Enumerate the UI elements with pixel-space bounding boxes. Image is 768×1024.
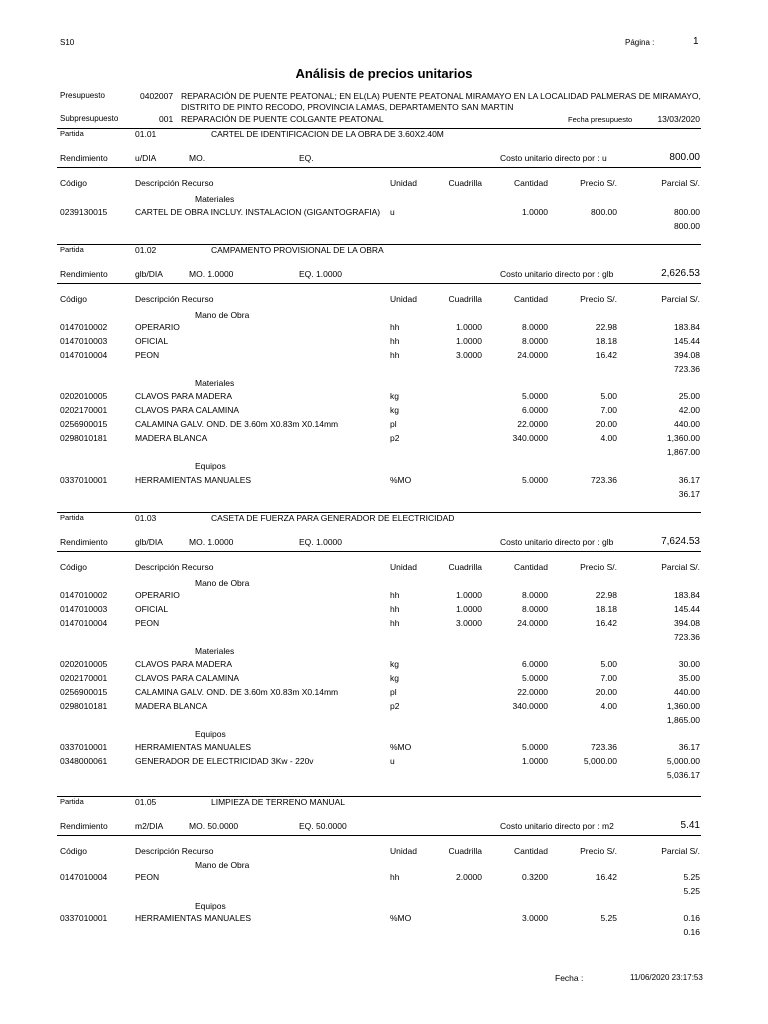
col-unidad-header: Unidad <box>390 294 417 304</box>
col-codigo-header: Código <box>60 562 87 572</box>
resource-cantidad: 8.0000 <box>522 604 548 614</box>
resource-row <box>0 618 768 630</box>
partida-name: CARTEL DE IDENTIFICACION DE LA OBRA DE 3.60X2.40M <box>211 129 444 139</box>
resource-code: 0147010003 <box>60 604 108 614</box>
resource-cantidad: 24.0000 <box>517 618 548 628</box>
col-cantidad-header: Cantidad <box>513 294 548 304</box>
resource-cuadrilla: 3.0000 <box>456 618 482 628</box>
resource-row <box>0 433 768 445</box>
resource-description: CARTEL DE OBRA INCLUY. INSTALACION (GIGANTOGRAFIA) <box>135 207 381 217</box>
rendimiento-unit: u/DIA <box>135 153 157 163</box>
col-unidad-header: Unidad <box>390 846 417 856</box>
resource-unit: %MO <box>390 742 412 752</box>
resource-cantidad: 24.0000 <box>517 350 548 360</box>
resource-parcial: 183.84 <box>674 590 700 600</box>
resource-cantidad: 340.0000 <box>512 701 548 711</box>
resource-row <box>0 590 768 602</box>
resource-unit: %MO <box>390 913 412 923</box>
resource-cantidad: 5.0000 <box>522 475 548 485</box>
resource-code: 0256900015 <box>60 687 108 697</box>
resource-cuadrilla: 1.0000 <box>456 590 482 600</box>
resource-parcial: 440.00 <box>674 419 700 429</box>
col-cuadrilla-header: Cuadrilla <box>448 294 482 304</box>
resource-description: HERRAMIENTAS MANUALES <box>135 742 252 752</box>
partida-code: 01.02 <box>135 245 157 255</box>
col-cantidad-header: Cantidad <box>513 562 548 572</box>
costo-unitario-value: 7,624.53 <box>661 536 700 547</box>
resource-parcial: 42.00 <box>678 405 700 415</box>
rendimiento-unit: m2/DIA <box>135 821 164 831</box>
resource-unit: u <box>390 207 395 217</box>
col-codigo-header: Código <box>60 846 87 856</box>
resource-unit: hh <box>390 350 400 360</box>
resource-description: GENERADOR DE ELECTRICIDAD 3Kw - 220v <box>135 756 314 766</box>
resource-cantidad: 3.0000 <box>522 913 548 923</box>
resource-precio: 7.00 <box>600 673 617 683</box>
group-subtotal: 723.36 <box>674 364 700 374</box>
col-descripcion-header: Descripción Recurso <box>135 178 214 188</box>
col-precio-header: Precio S/. <box>580 294 617 304</box>
resource-precio: 16.42 <box>595 350 617 360</box>
eq-value: EQ. 50.0000 <box>299 821 347 831</box>
resource-parcial: 35.00 <box>678 673 700 683</box>
resource-description: CLAVOS PARA CALAMINA <box>135 405 240 415</box>
resource-code: 0337010001 <box>60 913 108 923</box>
group-title: Materiales <box>195 646 235 656</box>
resource-description: PEON <box>135 350 160 360</box>
resource-precio: 5,000.00 <box>583 756 617 766</box>
fecha-presupuesto-label: Fecha presupuesto <box>568 115 633 124</box>
presupuesto-label: Presupuesto <box>60 91 105 100</box>
resource-cantidad: 8.0000 <box>522 322 548 332</box>
resource-unit: hh <box>390 336 400 346</box>
resource-parcial: 145.44 <box>674 336 700 346</box>
mo-value: MO. 1.0000 <box>189 269 234 279</box>
resource-description: MADERA BLANCA <box>135 433 208 443</box>
resource-unit: pl <box>390 419 397 429</box>
resource-code: 0202170001 <box>60 673 108 683</box>
resource-unit: kg <box>390 659 399 669</box>
report-code: S10 <box>60 38 75 47</box>
resource-row <box>0 419 768 431</box>
resource-row <box>0 475 768 487</box>
partida-label: Partida <box>60 797 84 806</box>
costo-unitario-label: Costo unitario directo por : m2 <box>500 821 614 831</box>
resource-cantidad: 5.0000 <box>522 391 548 401</box>
resource-row <box>0 336 768 348</box>
rendimiento-rule <box>57 835 701 836</box>
resource-parcial: 30.00 <box>678 659 700 669</box>
resource-unit: %MO <box>390 475 412 485</box>
group-title: Materiales <box>195 194 235 204</box>
subpresupuesto-label: Subpresupuesto <box>60 114 119 123</box>
col-unidad-header: Unidad <box>390 562 417 572</box>
resource-unit: hh <box>390 322 400 332</box>
partida-code: 01.01 <box>135 129 157 139</box>
col-descripcion-header: Descripción Recurso <box>135 846 214 856</box>
resource-row <box>0 687 768 699</box>
col-descripcion-header: Descripción Recurso <box>135 294 214 304</box>
resource-precio: 5.25 <box>600 913 617 923</box>
costo-unitario-value: 2,626.53 <box>661 268 700 279</box>
costo-unitario-value: 800.00 <box>669 152 700 163</box>
resource-parcial: 394.08 <box>674 618 700 628</box>
resource-parcial: 36.17 <box>678 475 700 485</box>
resource-row <box>0 872 768 884</box>
resource-description: OFICIAL <box>135 336 169 346</box>
group-subtotal: 723.36 <box>674 632 700 642</box>
rendimiento-unit: glb/DIA <box>135 537 163 547</box>
group-title: Mano de Obra <box>195 860 250 870</box>
partida-code: 01.05 <box>135 797 157 807</box>
resource-cantidad: 1.0000 <box>522 756 548 766</box>
group-title: Equipos <box>195 901 226 911</box>
page-number: 1 <box>693 36 699 47</box>
resource-cantidad: 8.0000 <box>522 336 548 346</box>
resource-row <box>0 756 768 768</box>
resource-unit: u <box>390 756 395 766</box>
resource-precio: 4.00 <box>600 433 617 443</box>
resource-precio: 723.36 <box>591 475 617 485</box>
resource-parcial: 0.16 <box>683 913 700 923</box>
subpresupuesto-code: 001 <box>159 114 174 124</box>
partida-label: Partida <box>60 513 84 522</box>
col-precio-header: Precio S/. <box>580 178 617 188</box>
col-precio-header: Precio S/. <box>580 846 617 856</box>
footer-fecha-label: Fecha : <box>555 973 584 983</box>
resource-unit: kg <box>390 391 399 401</box>
resource-code: 0147010002 <box>60 322 108 332</box>
resource-description: CLAVOS PARA MADERA <box>135 659 232 669</box>
mo-value: MO. 1.0000 <box>189 537 234 547</box>
eq-value: EQ. <box>299 153 314 163</box>
resource-parcial: 800.00 <box>674 207 700 217</box>
group-title: Materiales <box>195 378 235 388</box>
partida-name: CASETA DE FUERZA PARA GENERADOR DE ELECTRICIDAD <box>211 513 455 523</box>
fecha-presupuesto: 13/03/2020 <box>657 114 700 124</box>
presupuesto-code: 0402007 <box>140 91 174 101</box>
resource-row <box>0 322 768 334</box>
resource-unit: hh <box>390 618 400 628</box>
resource-parcial: 145.44 <box>674 604 700 614</box>
resource-description: HERRAMIENTAS MANUALES <box>135 475 252 485</box>
resource-cantidad: 0.3200 <box>522 872 548 882</box>
rendimiento-rule <box>57 167 701 168</box>
resource-unit: hh <box>390 604 400 614</box>
page-title: Análisis de precios unitarios <box>295 66 473 81</box>
col-cantidad-header: Cantidad <box>513 846 548 856</box>
resource-cantidad: 6.0000 <box>522 405 548 415</box>
resource-description: CLAVOS PARA CALAMINA <box>135 673 240 683</box>
group-title: Mano de Obra <box>195 310 250 320</box>
resource-precio: 5.00 <box>600 659 617 669</box>
mo-value: MO. <box>189 153 206 163</box>
resource-parcial: 1,360.00 <box>666 701 700 711</box>
resource-parcial: 25.00 <box>678 391 700 401</box>
resource-description: OPERARIO <box>135 590 180 600</box>
group-subtotal: 0.16 <box>683 927 700 937</box>
col-precio-header: Precio S/. <box>580 562 617 572</box>
col-parcial-header: Parcial S/. <box>661 294 700 304</box>
resource-code: 0256900015 <box>60 419 108 429</box>
resource-description: CLAVOS PARA MADERA <box>135 391 232 401</box>
rendimiento-rule <box>57 551 701 552</box>
rendimiento-label: Rendimiento <box>60 537 108 547</box>
resource-description: CALAMINA GALV. OND. DE 3.60m X0.83m X0.14mm <box>135 687 339 697</box>
costo-unitario-label: Costo unitario directo por : glb <box>500 537 614 547</box>
group-subtotal: 5.25 <box>683 886 700 896</box>
resource-code: 0337010001 <box>60 475 108 485</box>
resource-cuadrilla: 3.0000 <box>456 350 482 360</box>
resource-code: 0337010001 <box>60 742 108 752</box>
costo-unitario-label: Costo unitario directo por : glb <box>500 269 614 279</box>
resource-description: HERRAMIENTAS MANUALES <box>135 913 252 923</box>
resource-description: OFICIAL <box>135 604 169 614</box>
resource-unit: kg <box>390 673 399 683</box>
resource-precio: 20.00 <box>595 419 617 429</box>
group-subtotal: 1,867.00 <box>666 447 700 457</box>
rendimiento-label: Rendimiento <box>60 269 108 279</box>
resource-cantidad: 5.0000 <box>522 742 548 752</box>
resource-cantidad: 22.0000 <box>517 419 548 429</box>
resource-row <box>0 405 768 417</box>
resource-unit: p2 <box>390 433 400 443</box>
group-title: Equipos <box>195 461 226 471</box>
col-descripcion-header: Descripción Recurso <box>135 562 214 572</box>
resource-description: PEON <box>135 872 160 882</box>
costo-unitario-label: Costo unitario directo por : u <box>500 153 607 163</box>
col-cuadrilla-header: Cuadrilla <box>448 846 482 856</box>
resource-description: CALAMINA GALV. OND. DE 3.60m X0.83m X0.14mm <box>135 419 339 429</box>
resource-parcial: 5,000.00 <box>666 756 700 766</box>
col-cuadrilla-header: Cuadrilla <box>448 562 482 572</box>
col-codigo-header: Código <box>60 294 87 304</box>
resource-code: 0348000061 <box>60 756 108 766</box>
resource-code: 0298010181 <box>60 701 108 711</box>
resource-row <box>0 207 768 219</box>
resource-precio: 22.98 <box>595 322 617 332</box>
resource-unit: hh <box>390 590 400 600</box>
resource-cantidad: 340.0000 <box>512 433 548 443</box>
col-parcial-header: Parcial S/. <box>661 562 700 572</box>
col-codigo-header: Código <box>60 178 87 188</box>
resource-description: MADERA BLANCA <box>135 701 208 711</box>
resource-code: 0147010004 <box>60 350 108 360</box>
resource-row <box>0 350 768 362</box>
resource-cuadrilla: 1.0000 <box>456 336 482 346</box>
resource-row <box>0 659 768 671</box>
resource-precio: 7.00 <box>600 405 617 415</box>
resource-code: 0202010005 <box>60 659 108 669</box>
subpresupuesto-desc: REPARACIÓN DE PUENTE COLGANTE PEATONAL <box>181 114 384 124</box>
resource-cuadrilla: 2.0000 <box>456 872 482 882</box>
resource-cantidad: 22.0000 <box>517 687 548 697</box>
resource-code: 0298010181 <box>60 433 108 443</box>
resource-cantidad: 1.0000 <box>522 207 548 217</box>
resource-precio: 18.18 <box>595 604 617 614</box>
resource-cantidad: 5.0000 <box>522 673 548 683</box>
resource-code: 0147010003 <box>60 336 108 346</box>
resource-row <box>0 604 768 616</box>
resource-row <box>0 701 768 713</box>
resource-precio: 800.00 <box>591 207 617 217</box>
col-cuadrilla-header: Cuadrilla <box>448 178 482 188</box>
group-subtotal: 5,036.17 <box>666 770 700 780</box>
col-cantidad-header: Cantidad <box>513 178 548 188</box>
partida-code: 01.03 <box>135 513 157 523</box>
resource-parcial: 394.08 <box>674 350 700 360</box>
resource-precio: 22.98 <box>595 590 617 600</box>
resource-cuadrilla: 1.0000 <box>456 322 482 332</box>
resource-parcial: 440.00 <box>674 687 700 697</box>
resource-precio: 20.00 <box>595 687 617 697</box>
rendimiento-unit: glb/DIA <box>135 269 163 279</box>
resource-cuadrilla: 1.0000 <box>456 604 482 614</box>
resource-description: PEON <box>135 618 160 628</box>
resource-description: OPERARIO <box>135 322 180 332</box>
resource-cantidad: 8.0000 <box>522 590 548 600</box>
costo-unitario-value: 5.41 <box>680 820 700 831</box>
group-subtotal: 36.17 <box>678 489 700 499</box>
resource-precio: 16.42 <box>595 872 617 882</box>
group-title: Mano de Obra <box>195 578 250 588</box>
resource-cantidad: 6.0000 <box>522 659 548 669</box>
col-parcial-header: Parcial S/. <box>661 846 700 856</box>
resource-precio: 18.18 <box>595 336 617 346</box>
group-title: Equipos <box>195 729 226 739</box>
resource-code: 0147010004 <box>60 618 108 628</box>
resource-unit: p2 <box>390 701 400 711</box>
rendimiento-label: Rendimiento <box>60 821 108 831</box>
resource-unit: kg <box>390 405 399 415</box>
resource-parcial: 1,360.00 <box>666 433 700 443</box>
resource-precio: 5.00 <box>600 391 617 401</box>
presupuesto-desc-line1: REPARACIÓN DE PUENTE PEATONAL; EN EL(LA) PUENTE PEATONAL MIRAMAYO EN LA LOCALIDAD PALMERAS DE MIRAMAYO, <box>181 91 701 101</box>
resource-row <box>0 391 768 403</box>
eq-value: EQ. 1.0000 <box>299 537 343 547</box>
resource-precio: 16.42 <box>595 618 617 628</box>
rendimiento-label: Rendimiento <box>60 153 108 163</box>
group-subtotal: 800.00 <box>674 221 700 231</box>
resource-parcial: 183.84 <box>674 322 700 332</box>
resource-parcial: 5.25 <box>683 872 700 882</box>
resource-code: 0147010002 <box>60 590 108 600</box>
partida-name: CAMPAMENTO PROVISIONAL DE LA OBRA <box>211 245 384 255</box>
resource-row <box>0 673 768 685</box>
resource-unit: hh <box>390 872 400 882</box>
group-subtotal: 1,865.00 <box>666 715 700 725</box>
resource-code: 0202010005 <box>60 391 108 401</box>
eq-value: EQ. 1.0000 <box>299 269 343 279</box>
resource-code: 0147010004 <box>60 872 108 882</box>
footer-fecha: 11/06/2020 23:17:53 <box>630 973 703 982</box>
resource-code: 0202170001 <box>60 405 108 415</box>
resource-code: 0239130015 <box>60 207 108 217</box>
partida-label: Partida <box>60 245 84 254</box>
resource-row <box>0 913 768 925</box>
col-unidad-header: Unidad <box>390 178 417 188</box>
col-parcial-header: Parcial S/. <box>661 178 700 188</box>
page-label: Página : <box>625 38 655 47</box>
resource-precio: 4.00 <box>600 701 617 711</box>
mo-value: MO. 50.0000 <box>189 821 239 831</box>
resource-precio: 723.36 <box>591 742 617 752</box>
resource-parcial: 36.17 <box>678 742 700 752</box>
presupuesto-desc-line2: DISTRITO DE PINTO RECODO, PROVINCIA LAMAS, DEPARTAMENTO SAN MARTIN <box>181 102 514 112</box>
rendimiento-rule <box>57 283 701 284</box>
partida-name: LIMPIEZA DE TERRENO MANUAL <box>211 797 345 807</box>
resource-unit: pl <box>390 687 397 697</box>
partida-label: Partida <box>60 129 84 138</box>
resource-row <box>0 742 768 754</box>
